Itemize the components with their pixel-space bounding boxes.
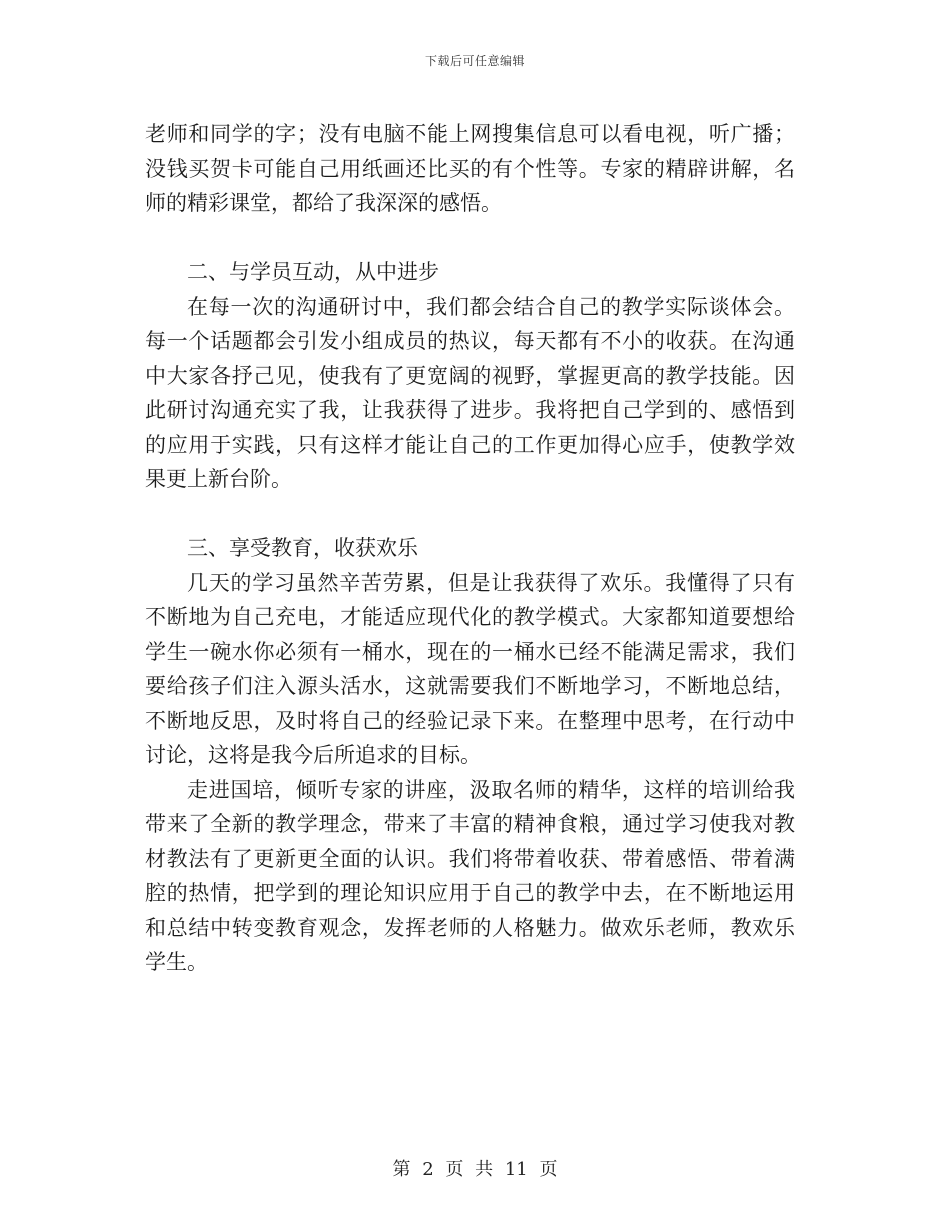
text-line: 讨论，这将是我今后所追求的目标。 <box>145 743 481 767</box>
paragraph-1 <box>145 117 795 221</box>
section-heading-2: 二、与学员互动，从中进步 <box>187 260 439 284</box>
text-line: 此研讨沟通充实了我，让我获得了进步。我将把自己学到的、感悟到 <box>145 398 795 422</box>
text-line: 在每一次的沟通研讨中，我们都会结合自己的教学实际谈体会。 <box>187 294 795 319</box>
paragraph-gap <box>145 221 795 256</box>
paragraph-gap <box>145 497 795 532</box>
text-line: 学生。 <box>145 950 208 974</box>
page-number: 第 2 页 共 11 页 <box>392 1159 558 1180</box>
text-line: 学生一碗水你必须有一桶水，现在的一桶水已经不能满足需求，我们 <box>145 639 795 664</box>
page-header: 下载后可任意编辑 <box>424 54 525 68</box>
text-line: 带来了全新的教学理念，带来了丰富的精神食粮，通过学习使我对教 <box>145 812 795 836</box>
text-line: 材教法有了更新更全面的认识。我们将带着收获、带着感悟、带着满 <box>145 846 795 871</box>
text-line: 要给孩子们注入源头活水，这就需要我们不断地学习，不断地总结， <box>145 674 795 698</box>
text-line: 中大家各抒己见，使我有了更宽阔的视野，掌握更高的教学技能。因 <box>145 363 795 388</box>
text-line: 老师和同学的字；没有电脑不能上网搜集信息可以看电视，听广播； <box>145 122 795 146</box>
text-line: 每一个话题都会引发小组成员的热议，每天都有不小的收获。在沟通 <box>145 329 795 353</box>
text-line: 果更上新台阶。 <box>145 467 292 491</box>
text-line: 和总结中转变教育观念，发挥老师的人格魅力。做欢乐老师，教欢乐 <box>145 915 795 940</box>
document-body <box>145 117 795 980</box>
paragraph-2 <box>145 290 795 497</box>
paragraph-3 <box>145 566 795 773</box>
text-line: 不断地反思，及时将自己的经验记录下来。在整理中思考，在行动中 <box>145 708 795 733</box>
text-line: 腔的热情，把学到的理论知识应用于自己的教学中去，在不断地运用 <box>145 881 795 905</box>
text-line: 的应用于实践，只有这样才能让自己的工作更加得心应手，使教学效 <box>145 432 795 457</box>
paragraph-4 <box>145 773 795 980</box>
text-line: 走进国培，倾听专家的讲座，汲取名师的精华，这样的培训给我 <box>187 777 795 802</box>
text-line: 几天的学习虽然辛苦劳累，但是让我获得了欢乐。我懂得了只有 <box>187 570 795 595</box>
text-line: 没钱买贺卡可能自己用纸画还比买的有个性等。专家的精辟讲解，名 <box>145 156 795 181</box>
section-heading-3: 三、享受教育，收获欢乐 <box>187 536 418 560</box>
text-line: 师的精彩课堂，都给了我深深的感悟。 <box>145 191 502 215</box>
text-line: 不断地为自己充电，才能适应现代化的教学模式。大家都知道要想给 <box>145 605 795 629</box>
